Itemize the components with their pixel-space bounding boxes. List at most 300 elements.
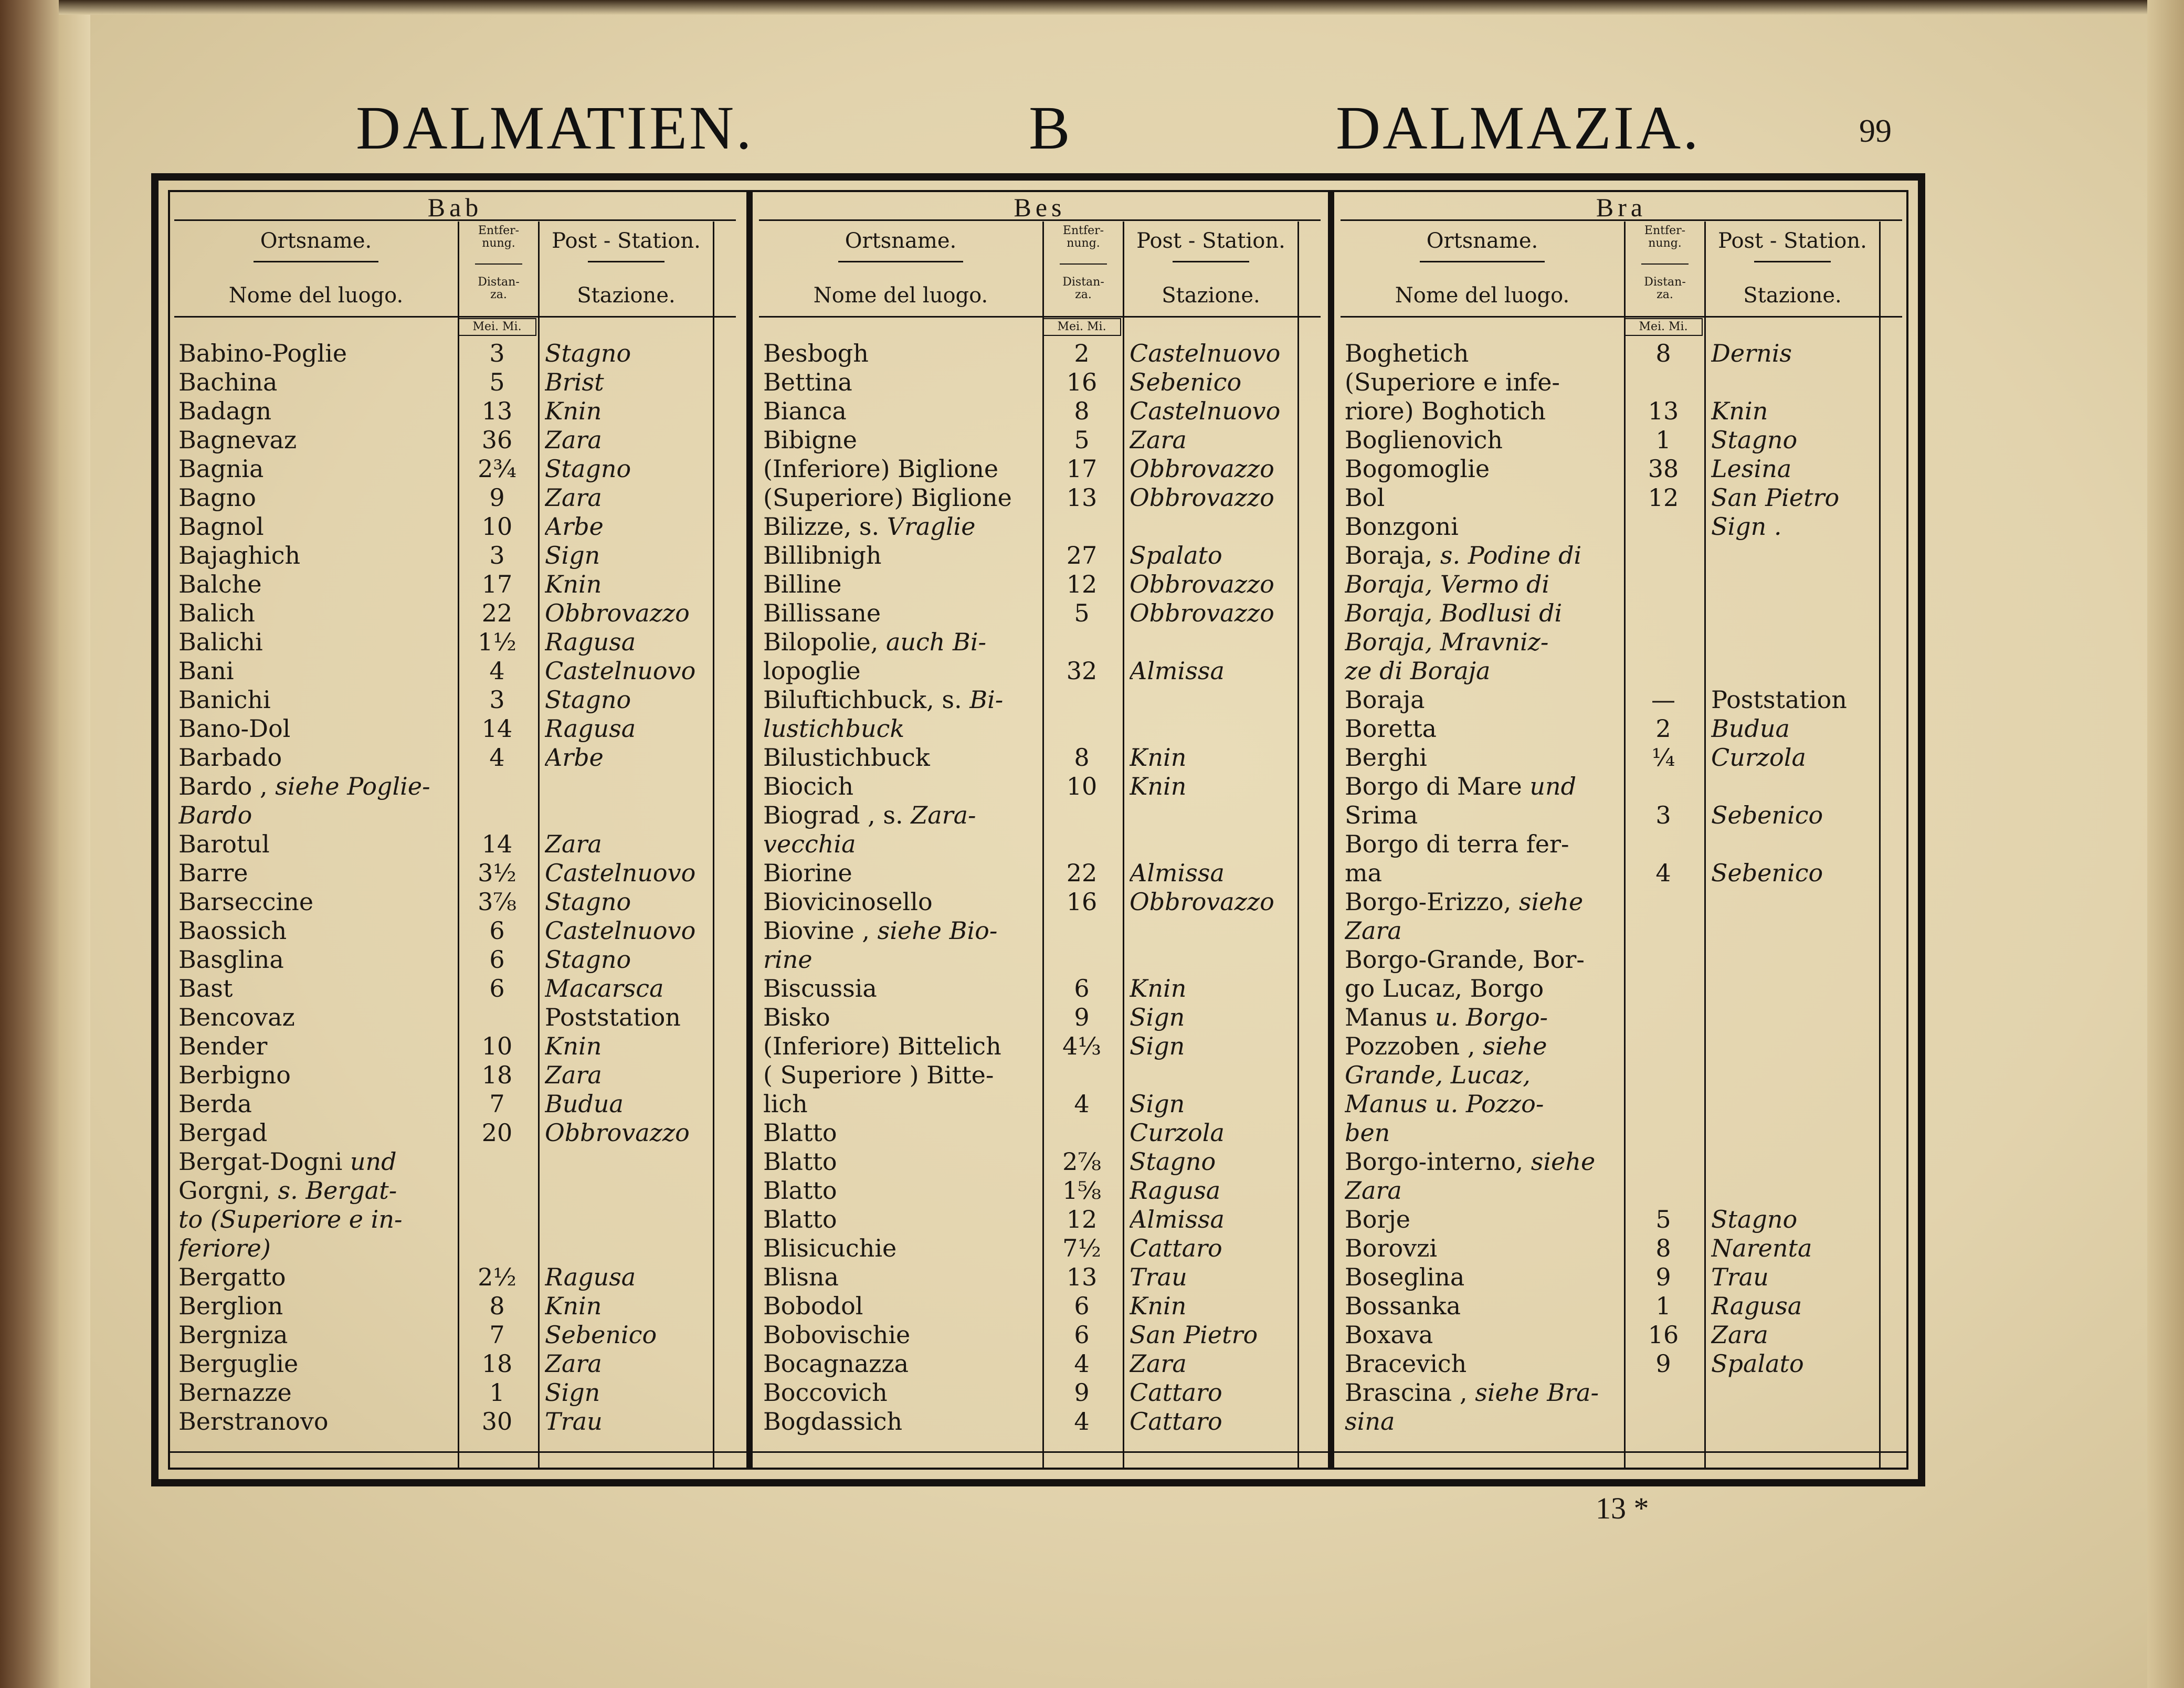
table-row — [759, 657, 1321, 685]
table-row — [759, 945, 1321, 974]
place-name-note: rine — [763, 945, 813, 974]
table-row — [1341, 1321, 1902, 1349]
table-row — [759, 1234, 1321, 1263]
table-bottom-rule — [168, 1451, 1908, 1453]
place-name — [178, 339, 457, 368]
distance-value: 17 — [1066, 455, 1098, 483]
distance-value: 30 — [481, 1407, 513, 1436]
right-edge — [2147, 0, 2184, 1688]
place-name-text: Billissane — [763, 599, 881, 627]
place-name — [178, 397, 457, 426]
place-name-note: und — [1529, 772, 1577, 800]
distance-value: 5 — [1655, 1205, 1671, 1233]
place-name — [178, 916, 457, 945]
place-name — [178, 368, 457, 397]
place-name — [178, 1003, 457, 1032]
place-name-text: go Lucaz, Borgo — [1345, 974, 1544, 1003]
name-header — [759, 221, 1042, 316]
place-name — [1345, 1090, 1623, 1119]
place-name-text: Babino-Poglie — [178, 339, 347, 367]
table-row — [1341, 974, 1902, 1003]
place-name — [1345, 657, 1623, 685]
distance-value: 13 — [1066, 1263, 1098, 1291]
table-row — [1341, 1205, 1902, 1234]
place-name-note: Zara — [1345, 916, 1402, 945]
place-name — [763, 1147, 1041, 1176]
place-name — [178, 1205, 457, 1234]
place-name-text: Berstranovo — [178, 1407, 329, 1436]
post-station: Knin — [545, 397, 602, 425]
place-name-note: lustichbuck — [763, 714, 905, 743]
distance-value: 18 — [481, 1349, 513, 1378]
post-header — [1706, 221, 1881, 316]
place-name — [1345, 1003, 1623, 1032]
place-name-text: Barotul — [178, 830, 270, 858]
place-name-note: Manus u. Pozzo- — [1345, 1090, 1544, 1118]
table-row — [1341, 772, 1902, 801]
table-row — [759, 397, 1321, 426]
table-row — [759, 541, 1321, 570]
place-name — [1345, 570, 1623, 599]
post-station: Lesina — [1711, 455, 1792, 483]
place-name — [763, 714, 1041, 743]
post-station: Ragusa — [545, 1263, 636, 1291]
distance-value: 4⅓ — [1062, 1032, 1101, 1060]
post-station: Knin — [1130, 974, 1187, 1003]
distance-value: 3 — [489, 685, 505, 714]
table-row — [174, 1205, 736, 1234]
place-name — [178, 1378, 457, 1407]
place-name-text: Bilustichbuck — [763, 743, 930, 772]
distance-value: 8 — [1074, 397, 1090, 425]
place-name — [763, 339, 1041, 368]
place-name — [1345, 397, 1623, 426]
place-name — [1345, 1263, 1623, 1292]
distance-value: 3½ — [478, 859, 516, 887]
table-row — [1341, 743, 1902, 772]
post-station: Zara — [1130, 426, 1187, 454]
place-name-note: s. Podine di — [1440, 541, 1582, 569]
distance-value: 1 — [1655, 1292, 1671, 1320]
mei-mi-label: Mei. Mi. — [458, 318, 536, 336]
distance-value: 22 — [481, 599, 513, 627]
distance-value: 2½ — [478, 1263, 516, 1291]
distance-value: 6 — [489, 974, 505, 1003]
table-row — [759, 772, 1321, 801]
place-name — [178, 1061, 457, 1090]
post-station: Poststation — [545, 1003, 681, 1031]
post-station: Budua — [1711, 714, 1790, 743]
place-name — [1345, 1378, 1623, 1407]
place-name — [1345, 426, 1623, 455]
table-row — [759, 1378, 1321, 1407]
place-name-text: Bagnevaz — [178, 426, 297, 454]
place-name-text: Bernazze — [178, 1378, 292, 1407]
post-station: Sebenico — [1711, 801, 1823, 829]
table-row — [1341, 368, 1902, 397]
place-name-text: Boxava — [1345, 1321, 1433, 1349]
table-row — [759, 1119, 1321, 1147]
table-row — [174, 888, 736, 916]
place-name-note: siehe — [1531, 1147, 1596, 1176]
distance-value: 10 — [481, 1032, 513, 1060]
place-name-note: sina — [1345, 1407, 1395, 1436]
place-name — [178, 685, 457, 714]
distance-value: 8 — [1074, 743, 1090, 772]
ortsname-label: Ortsname. — [1426, 229, 1538, 253]
table-row — [1341, 1119, 1902, 1147]
entf-label: Entfer- — [1062, 224, 1104, 237]
place-name — [1345, 1407, 1623, 1436]
post-station: Obbrovazzo — [1130, 599, 1274, 627]
place-name — [763, 1378, 1041, 1407]
distance-value: 1 — [1655, 426, 1671, 454]
place-name — [178, 945, 457, 974]
post-station: Castelnuovo — [545, 916, 696, 945]
distance-value: 8 — [489, 1292, 505, 1320]
name-header — [1341, 221, 1624, 316]
distance-value: 13 — [481, 397, 513, 425]
place-name-text: Bilizze, s. — [763, 512, 887, 541]
place-name — [763, 483, 1041, 512]
post-station: Obbrovazzo — [545, 1119, 690, 1147]
table-row — [174, 628, 736, 657]
place-name — [763, 1061, 1041, 1090]
place-name-text: ma — [1345, 859, 1383, 887]
place-name — [1345, 541, 1623, 570]
post-station: Trau — [1130, 1263, 1187, 1291]
table-row — [1341, 397, 1902, 426]
place-name-text: Bergat-Dogni — [178, 1147, 350, 1176]
post-station: Poststation — [1711, 685, 1847, 714]
table-row — [174, 772, 736, 801]
table-row — [174, 945, 736, 974]
post-station: Knin — [1711, 397, 1768, 425]
place-name-note: und — [350, 1147, 397, 1176]
distance-value: 3 — [1655, 801, 1671, 829]
table-row — [1341, 1234, 1902, 1263]
column-header-grid — [174, 221, 736, 318]
table-row — [174, 1349, 736, 1378]
distance-value: — — [1651, 685, 1675, 714]
table-row — [759, 685, 1321, 714]
place-name-text: lopoglie — [763, 657, 861, 685]
post-station: Sign — [1130, 1003, 1185, 1031]
table-row — [759, 1263, 1321, 1292]
post-station: Trau — [1711, 1263, 1769, 1291]
post-station: Castelnuovo — [1130, 339, 1281, 367]
place-name — [178, 426, 457, 455]
place-name-text: Manus — [1345, 1003, 1436, 1031]
post-station: Ragusa — [545, 628, 636, 656]
table-row — [1341, 916, 1902, 945]
post-label: Post - Station. — [552, 229, 701, 253]
stazione-label: Stazione. — [1743, 283, 1842, 308]
table-row — [759, 483, 1321, 512]
place-name — [178, 1263, 457, 1292]
place-name-text: Berglion — [178, 1292, 283, 1320]
place-name — [178, 1176, 457, 1205]
dist2-label: za. — [1657, 288, 1673, 301]
place-name — [178, 1234, 457, 1263]
place-name — [763, 1090, 1041, 1119]
distance-value: 10 — [1066, 772, 1098, 800]
place-name-text: Borgo-Grande, Bor- — [1345, 945, 1585, 974]
table-row — [174, 859, 736, 888]
table-row — [174, 801, 736, 830]
column-heading: Bes — [759, 192, 1321, 221]
nome-label: Nome del luogo. — [813, 283, 988, 308]
table-column — [1341, 192, 1902, 1468]
column-header-grid — [759, 221, 1321, 318]
place-name — [178, 1349, 457, 1378]
distance-value: 5 — [1074, 426, 1090, 454]
post-station: Obbrovazzo — [1130, 483, 1274, 512]
post-station: Obbrovazzo — [545, 599, 690, 627]
place-name-text: Billine — [763, 570, 842, 598]
place-name-text: Bobodol — [763, 1292, 863, 1320]
place-name-note: Grande, Lucaz, — [1345, 1061, 1531, 1089]
distance-value: 32 — [1066, 657, 1098, 685]
entf2-label: nung. — [1648, 237, 1682, 250]
table-row — [1341, 1263, 1902, 1292]
place-name-text: Borgo di Mare — [1345, 772, 1530, 800]
distance-value: 6 — [1074, 1292, 1090, 1320]
table-row — [1341, 1032, 1902, 1061]
table-row — [1341, 1003, 1902, 1032]
table-row — [174, 916, 736, 945]
place-name-text: Bogomoglie — [1345, 455, 1490, 483]
place-name-text: Bani — [178, 657, 234, 685]
place-name-text: Boraja, — [1345, 541, 1440, 569]
place-name-note: s. Bergat- — [278, 1176, 397, 1205]
post-station: Curzola — [1711, 743, 1806, 772]
stazione-label: Stazione. — [1162, 283, 1260, 308]
place-name — [1345, 1061, 1623, 1090]
distance-value: 3⅞ — [478, 888, 516, 916]
distance-value: 9 — [489, 483, 505, 512]
place-name-text: Pozzoben , — [1345, 1032, 1483, 1060]
post-station: San Pietro — [1130, 1321, 1258, 1349]
table-row — [174, 1234, 736, 1263]
post-station: Ragusa — [1711, 1292, 1802, 1320]
place-name — [1345, 1321, 1623, 1349]
distance-header — [458, 221, 540, 316]
column-heading: Bra — [1341, 192, 1902, 221]
place-name-text: Bajaghich — [178, 541, 301, 569]
place-name — [178, 541, 457, 570]
place-name-text: Barbado — [178, 743, 282, 772]
place-name-text: Borgo di terra fer- — [1345, 830, 1569, 858]
place-name-text: Badagn — [178, 397, 272, 425]
table-row — [174, 483, 736, 512]
distance-value: 38 — [1648, 455, 1679, 483]
distance-value: 6 — [1074, 1321, 1090, 1349]
place-name-text: ( Superiore ) Bitte- — [763, 1061, 994, 1089]
entf2-label: nung. — [1067, 237, 1100, 250]
table-row — [174, 743, 736, 772]
distance-value: 22 — [1066, 859, 1098, 887]
distance-value: 12 — [1648, 483, 1679, 512]
table-row — [759, 1061, 1321, 1090]
place-name-text: Bast — [178, 974, 233, 1003]
table-row — [1341, 888, 1902, 916]
post-station: Sign — [545, 1378, 600, 1407]
table-row — [759, 1147, 1321, 1176]
nome-label: Nome del luogo. — [1395, 283, 1570, 308]
post-station: Zara — [1711, 1321, 1768, 1349]
table-row — [759, 426, 1321, 455]
place-name — [178, 743, 457, 772]
distance-value: 4 — [489, 743, 505, 772]
place-name — [178, 714, 457, 743]
place-name — [178, 570, 457, 599]
post-station: Brist — [545, 368, 604, 396]
entf-label: Entfer- — [1644, 224, 1686, 237]
place-name-text: Bogdassich — [763, 1407, 903, 1436]
distance-value: 13 — [1648, 397, 1679, 425]
place-name — [763, 743, 1041, 772]
distance-value: 9 — [1074, 1378, 1090, 1407]
place-name — [1345, 801, 1623, 830]
page-number: 99 — [1859, 113, 1892, 149]
stazione-label: Stazione. — [577, 283, 676, 308]
place-name-text: Blisna — [763, 1263, 839, 1291]
table-row — [1341, 339, 1902, 368]
place-name-text: Barseccine — [178, 888, 314, 916]
post-station: Curzola — [1130, 1119, 1225, 1147]
place-name — [763, 772, 1041, 801]
place-name-text: Blatto — [763, 1147, 837, 1176]
place-name — [763, 1205, 1041, 1234]
place-name — [763, 685, 1041, 714]
place-name — [1345, 599, 1623, 628]
post-station: Sebenico — [1711, 859, 1823, 887]
table-row — [1341, 426, 1902, 455]
place-name-text: Bergad — [178, 1119, 268, 1147]
place-name-text: Biluftichbuck, s. — [763, 685, 970, 714]
place-name-text: Bergniza — [178, 1321, 288, 1349]
place-name — [763, 1321, 1041, 1349]
place-name — [763, 455, 1041, 483]
table-row — [174, 1378, 736, 1407]
place-name-text: Blatto — [763, 1119, 837, 1147]
place-name-note: auch Bi- — [885, 628, 987, 656]
table-row — [1341, 483, 1902, 512]
place-name — [763, 541, 1041, 570]
distance-value: 9 — [1655, 1263, 1671, 1291]
place-name-text: Bracevich — [1345, 1349, 1467, 1378]
place-name-text: Bol — [1345, 483, 1385, 512]
table-row — [1341, 599, 1902, 628]
post-station: Spalato — [1711, 1349, 1804, 1378]
table-row — [174, 541, 736, 570]
place-name — [763, 628, 1041, 657]
place-name — [1345, 945, 1623, 974]
post-station: Knin — [545, 570, 602, 598]
distance-value: 3 — [489, 339, 505, 367]
post-station: Arbe — [545, 743, 604, 772]
table-row — [1341, 830, 1902, 859]
place-name — [178, 1407, 457, 1436]
table-row — [1341, 714, 1902, 743]
place-name — [763, 1003, 1041, 1032]
post-station: Sign — [545, 541, 600, 569]
post-header — [1124, 221, 1299, 316]
table-row — [174, 1090, 736, 1119]
place-name — [178, 657, 457, 685]
distance-value: 7½ — [1062, 1234, 1101, 1262]
column-separator — [1328, 192, 1334, 1468]
distance-value: 14 — [481, 830, 513, 858]
place-name-note: feriore) — [178, 1234, 271, 1262]
post-station: Dernis — [1711, 339, 1792, 367]
dist-label: Distan- — [1062, 276, 1104, 289]
post-station: Stagno — [545, 945, 631, 974]
distance-value: 16 — [1066, 888, 1098, 916]
table-row — [759, 1090, 1321, 1119]
table-row — [759, 455, 1321, 483]
place-name-text: Borovzi — [1345, 1234, 1438, 1262]
table-row — [1341, 685, 1902, 714]
distance-value: 36 — [481, 426, 513, 454]
place-name-note: u. Borgo- — [1435, 1003, 1548, 1031]
table-row — [174, 368, 736, 397]
distance-value: 6 — [489, 916, 505, 945]
place-name-text: Brascina , — [1345, 1378, 1475, 1407]
table-row — [759, 1205, 1321, 1234]
place-name-text: Boseglina — [1345, 1263, 1465, 1291]
signature-mark: 13 * — [1596, 1491, 1649, 1525]
dist-label: Distan- — [1644, 276, 1686, 289]
table-row — [174, 1147, 736, 1176]
place-name-text: Bossanka — [1345, 1292, 1461, 1320]
column-heading: Bab — [174, 192, 736, 221]
place-name-text: riore) Boghotich — [1345, 397, 1546, 425]
place-name — [178, 1147, 457, 1176]
table-row — [174, 1292, 736, 1321]
distance-value: 4 — [1074, 1090, 1090, 1118]
place-name — [1345, 1234, 1623, 1263]
table-row — [174, 1176, 736, 1205]
table-row — [759, 1032, 1321, 1061]
place-name — [1345, 1147, 1623, 1176]
post-station: Sebenico — [1130, 368, 1242, 396]
table-row — [174, 1061, 736, 1090]
place-name — [763, 1176, 1041, 1205]
place-name — [1345, 455, 1623, 483]
place-name — [178, 801, 457, 830]
place-name — [1345, 714, 1623, 743]
place-name — [1345, 1119, 1623, 1147]
post-station: Ragusa — [1130, 1176, 1221, 1205]
post-station: Zara — [545, 1349, 602, 1378]
table-row — [1341, 1061, 1902, 1090]
place-name — [1345, 888, 1623, 916]
table-row — [759, 974, 1321, 1003]
place-name-text: Biovicinosello — [763, 888, 933, 916]
distance-value: 4 — [1074, 1407, 1090, 1436]
post-station: Obbrovazzo — [1130, 888, 1274, 916]
distance-value: 12 — [1066, 1205, 1098, 1233]
table-row — [759, 1321, 1321, 1349]
place-name — [763, 945, 1041, 974]
table-row — [1341, 455, 1902, 483]
place-name — [178, 599, 457, 628]
place-name — [763, 397, 1041, 426]
table-row — [174, 397, 736, 426]
table-row — [174, 1321, 736, 1349]
